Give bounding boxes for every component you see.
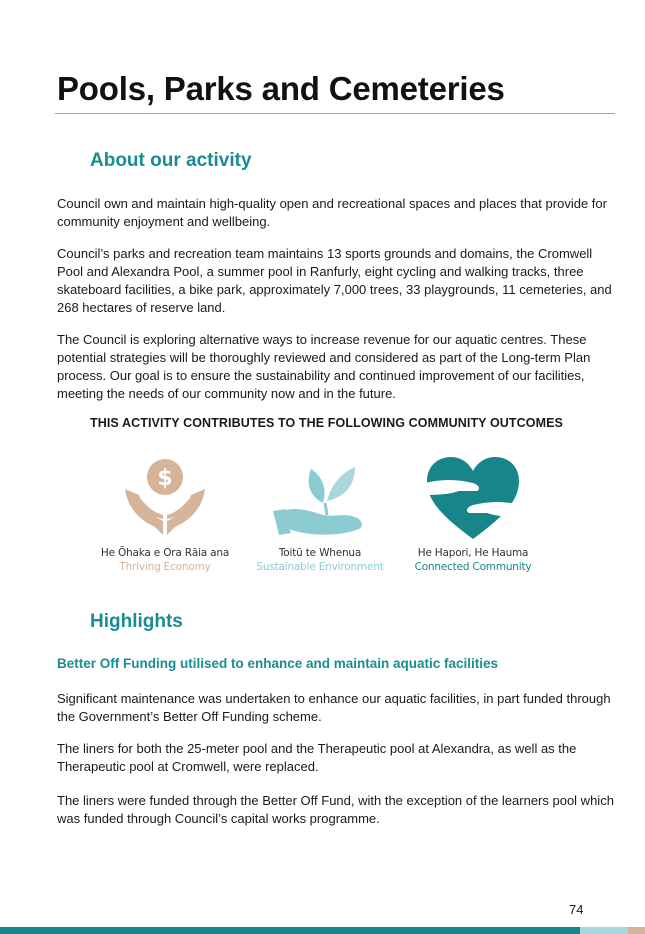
about-heading: About our activity (90, 150, 252, 171)
outcome-maori-label: He Ōhaka e Ora Rāia ana (100, 547, 230, 559)
outcome-english-label: Connected Community (414, 561, 532, 573)
outcomes-heading: THIS ACTIVITY CONTRIBUTES TO THE FOLLOWING COMMUNITY OUTCOMES (90, 416, 563, 430)
highlights-paragraph-3: The liners were funded through the Better Off Fund, with the exception of the learners pool which was funded through Council’s capital works programme. (57, 793, 614, 826)
title-divider (55, 113, 615, 114)
outcome-english-label: Sustainable Environment (256, 561, 384, 573)
about-paragraph-2: Council’s parks and recreation team maintains 13 sports grounds and domains, the Cromwell Pool and Alexandra Pool, a summer pool in Ranfurly, eight cycling and walking tracks, three skateboard facilities, a bike park, approximately 7,000 trees, 33 playgrounds, 11 cemeteries, and 268 hectares of reserve land. (57, 246, 612, 315)
outcome-sustainable-environment (245, 455, 395, 573)
heart-hands-icon (423, 455, 523, 541)
outcome-maori-label: He Hapori, He Hauma (417, 547, 529, 559)
hand-leaf-icon (265, 455, 375, 541)
outcome-connected-community (398, 455, 548, 573)
outcome-thriving-economy (90, 455, 240, 573)
hands-dollar-icon (115, 455, 215, 541)
footer-bar-tan (628, 927, 645, 934)
about-paragraph-3: The Council is exploring alternative ways to increase revenue for our aquatic centres. These potential strategies will be thoroughly reviewed and considered as part of the Long-term Plan process. Our goal is to ensure the sustainability and continued improvement of our facilities, meeting the needs of our community now and in the future. (57, 332, 591, 401)
page-title: Pools, Parks and Cemeteries (57, 70, 505, 107)
page-number: 74 (569, 902, 584, 917)
footer-bar-dark (0, 927, 580, 934)
highlights-heading: Highlights (90, 611, 183, 632)
outcome-maori-label: Toitū te Whenua (278, 547, 362, 559)
svg-text:$: $ (157, 466, 173, 491)
outcome-english-label: Thriving Economy (119, 561, 211, 573)
highlights-paragraph-2: The liners for both the 25-meter pool and the Therapeutic pool at Alexandra, as well as the Therapeutic pool at Cromwell, were replaced. (57, 741, 577, 774)
footer-bar-light (580, 927, 628, 934)
about-paragraph-1: Council own and maintain high-quality open and recreational spaces and places that provide for community enjoyment and wellbeing. (57, 196, 607, 229)
highlights-paragraph-1: Significant maintenance was undertaken to enhance our aquatic facilities, in part funded through the Government’s Better Off Funding scheme. (57, 691, 611, 724)
highlights-subheading: Better Off Funding utilised to enhance and maintain aquatic facilities (57, 656, 499, 671)
